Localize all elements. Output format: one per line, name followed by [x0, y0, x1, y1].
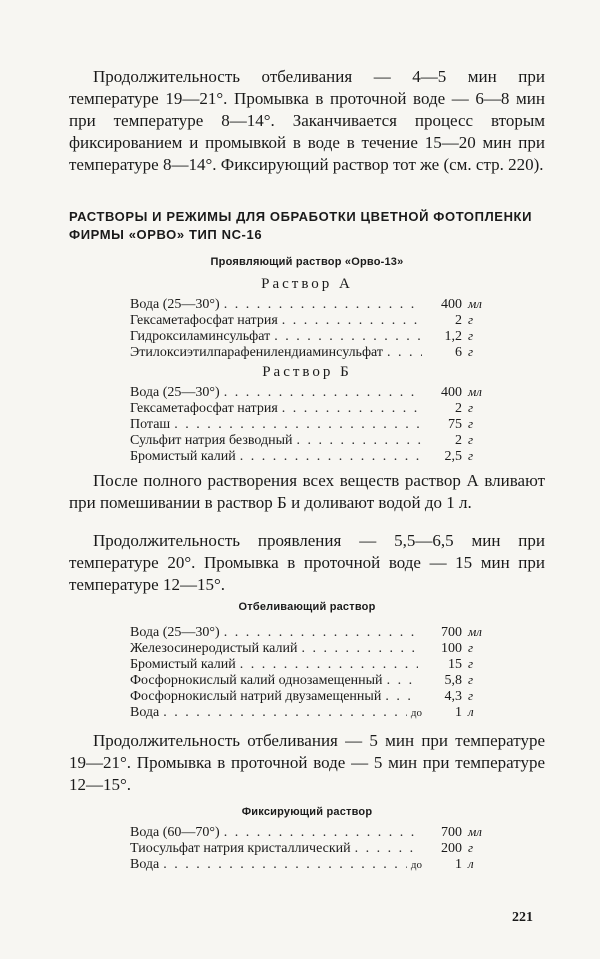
ingredient-row: Вода (25—30°) . . . 400 мл [130, 296, 500, 312]
ingredient-row: Бромистый калий . . . 15 г [130, 656, 500, 672]
solution-a-list [130, 296, 500, 360]
ingredient-row: Железосинеродистый калий . . . 100 г [130, 640, 500, 656]
ingredient-row: Бромистый калий . . . 2,5 г [130, 448, 500, 464]
paragraph-bleach-duration: Продолжительность отбеливания — 4—5 мин при температуре 19—21°. Промывка в проточной воде — 6—8 мин при температуре 8—14°. Заканчивается процесс вторым фиксированием и промывкой в воде в течение 15—20 мин при температуре 8—14°. Фиксирующий раствор тот же (см. стр. 220). [69, 67, 545, 174]
ingredient-row: Гексаметафосфат натрия . . . 2 г [130, 312, 500, 328]
ingredient-row: Вода (60—70°) . . . 700 мл [130, 824, 500, 840]
ingredient-row: Вода (25—30°) . . . 700 мл [130, 624, 500, 640]
ingredient-row: Гексаметафосфат натрия . . . 2 г [130, 400, 500, 416]
ingredient-row: Фосфорнокислый натрий двузамещенный . . . 4,3 г [130, 688, 500, 704]
developer-title: Проявляющий раствор «Орво-13» [210, 256, 404, 268]
bleach-list [130, 624, 500, 720]
bleach-title: Отбеливающий раствор [238, 601, 376, 613]
solution-b-list [130, 384, 500, 464]
solution-b-title: Раствор Б [262, 364, 352, 380]
paragraph-mixing: После полного растворения всех веществ раствор А вливают при помешивании в раствор Б и доливают водой до 1 л. [69, 471, 545, 512]
ingredient-row: Этилоксиэтилпарафенилендиаминсульфат . . . 6 г [130, 344, 500, 360]
paragraph-develop-duration: Продолжительность проявления — 5,5—6,5 мин при температуре 20°. Промывка в проточной воде — 15 мин при температуре 12—15°. [69, 531, 545, 594]
fixer-list [130, 824, 500, 872]
ingredient-row: Вода . . . до 1 л [130, 856, 500, 872]
ingredient-row: Тиосульфат натрия кристаллический . . . 200 г [130, 840, 500, 856]
solution-a-title: Раствор А [261, 276, 353, 292]
ingredient-row: Фосфорнокислый калий однозамещенный . . . 5,8 г [130, 672, 500, 688]
page-number: 221 [512, 910, 533, 925]
ingredient-row: Гидроксиламинсульфат . . . 1,2 г [130, 328, 500, 344]
ingredient-row: Вода (25—30°) . . . 400 мл [130, 384, 500, 400]
ingredient-row: Вода . . . до 1 л [130, 704, 500, 720]
section-heading: РАСТВОРЫ И РЕЖИМЫ ДЛЯ ОБРАБОТКИ ЦВЕТНОЙ ФОТОПЛЕНКИ ФИРМЫ «ОРВО» ТИП NC-16 [69, 209, 533, 242]
paragraph-bleach-duration-2: Продолжительность отбеливания — 5 мин при температуре 19—21°. Промывка в проточной воде — 5 мин при температуре 12—15°. [69, 731, 545, 794]
fixer-title: Фиксирующий раствор [241, 806, 373, 818]
ingredient-row: Сульфит натрия безводный . . . 2 г [130, 432, 500, 448]
ingredient-row: Поташ . . . 75 г [130, 416, 500, 432]
